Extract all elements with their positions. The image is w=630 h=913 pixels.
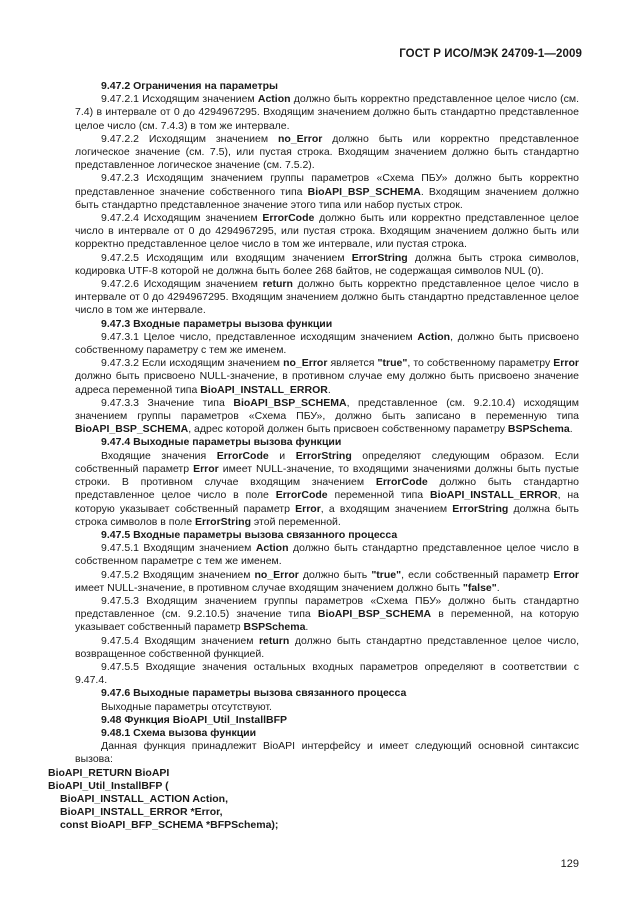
section-heading: 9.47.2 Ограничения на параметры <box>101 80 279 92</box>
document-header: ГОСТ Р ИСО/МЭК 24709-1—2009 <box>399 48 582 60</box>
body-paragraph: 9.47.5.5 Входящие значения остальных входных параметров определяют в соответствии с 9.47.4. <box>75 660 579 687</box>
body-paragraph: 9.47.2.2 Исходящим значением no_Error должно быть или корректно представленное логическое значение (см. 7.5), или пустая строка. Входящим значением должно быть стандартно представленное логическое значение (см. 7.5.2). <box>75 132 579 172</box>
section-heading: 9.47.6 Выходные параметры вызова связанного процесса <box>101 687 407 700</box>
body-paragraph: 9.47.3.3 Значение типа BioAPI_BSP_SCHEMA, представленное (см. 9.2.10.4) исходящим значением группы параметров «Схема ПБУ», должно быть записано в переменную типа BioAPI_BSP_SCHEMA, адрес которой должен быть присвоен собственному параметру BSPSchema. <box>75 396 579 436</box>
body-paragraph: Выходные параметры отсутствуют. <box>101 700 272 713</box>
body-paragraph: 9.47.2.5 Исходящим или входящим значением ErrorString должна быть строка символов, кодировка UTF-8 которой не должна быть более 268 байтов, не содержащая символов NUL (0). <box>75 251 580 277</box>
body-paragraph: 9.47.2.1 Исходящим значением Action должно быть корректно представленное целое число (см. 7.4) в интервале от 0 до 4294967295. Входящим значением должно быть стандартно представленное целое число (см. 7.4.3) в том же интервале. <box>75 93 580 132</box>
section-heading: 9.47.3 Входные параметры вызова функции <box>101 317 333 330</box>
body-paragraph: 9.47.3.1 Целое число, представленное исходящим значением Action, должно быть присвоено собственному параметру с тем же именем. <box>75 330 579 357</box>
code-line: BioAPI_RETURN BioAPI <box>48 766 170 779</box>
body-paragraph: Входящие значения ErrorCode и ErrorString определяют следующим образом. Если собственный параметр Error имеет NULL-значение, то входящими значениями должны быть пустые строки. В противном случае входящим значением ErrorCode должно быть стандартно представленное целое число в поле ErrorCode переменной типа BioAPI_INSTALL_ERROR, на которую указывает собственный параметр Error, а входящим значением ErrorString должна быть строка символов в поле ErrorString этой переменной. <box>75 449 580 528</box>
body-paragraph: 9.47.2.6 Исходящим значением return должно быть корректно представленное целое число в интервале от 0 до 4294967295. Входящим значением должно быть стандартно представленное целое число в том же интервале. <box>75 278 579 317</box>
section-heading: 9.48 Функция BioAPI_Util_InstallBFP <box>101 713 288 726</box>
code-line: BioAPI_INSTALL_ERROR *Error, <box>60 806 223 819</box>
code-line: BioAPI_Util_InstallBFP ( <box>48 779 169 792</box>
body-paragraph: 9.47.5.3 Входящим значением группы параметров «Схема ПБУ» должно быть стандартно представленное (см. 9.2.10.5) значение типа BioAPI_BSP_SCHEMA в переменной, на которую указывает собственный параметр BSPSchema. <box>75 594 579 634</box>
body-paragraph: 9.47.5.4 Входящим значением return должно быть стандартно представленное целое число, возвращенное собственной функцией. <box>75 634 579 660</box>
body-paragraph: 9.47.2.3 Исходящим значением группы параметров «Схема ПБУ» должно быть корректно представленное значение собственного типа BioAPI_BSP_SCHEMA. Входящим значением должно быть стандартно представленное значение этого типа или набор пустых строк. <box>75 172 579 211</box>
code-line: const BioAPI_BFP_SCHEMA *BFPSchema); <box>60 819 279 832</box>
body-paragraph: 9.47.5.2 Входящим значением no_Error должно быть "true", если собственный параметр Error имеет NULL-значение, в противном случае входящим значением должно быть "false". <box>75 568 579 594</box>
section-heading: 9.47.4 Выходные параметры вызова функции <box>101 436 342 449</box>
page-number: 129 <box>560 858 579 870</box>
section-heading: 9.48.1 Схема вызова функции <box>101 726 257 739</box>
body-paragraph: Данная функция принадлежит BioAPI интерфейсу и имеет следующий основной синтаксис вызова: <box>75 740 579 766</box>
body-paragraph: 9.47.3.2 Если исходящим значением no_Error является "true", то собственному параметру Error должно быть присвоено NULL-значение, в противном случае ему должно быть присвоено значение адреса переменной типа BioAPI_INSTALL_ERROR. <box>75 357 579 396</box>
code-line: BioAPI_INSTALL_ACTION Action, <box>60 792 228 805</box>
body-paragraph: 9.47.2.4 Исходящим значением ErrorCode должно быть или корректно представленное целое число в интервале от 0 до 4294967295, или пустая строка. Входящим значением должно быть или корректно представленное целое число в том же интервале, или пустая строка. <box>75 212 580 251</box>
section-heading: 9.47.5 Входные параметры вызова связанного процесса <box>101 528 398 541</box>
body-paragraph: 9.47.5.1 Входящим значением Action должно быть стандартно представленное целое число в собственном параметре с тем же именем. <box>75 542 579 568</box>
document-body <box>48 80 580 833</box>
